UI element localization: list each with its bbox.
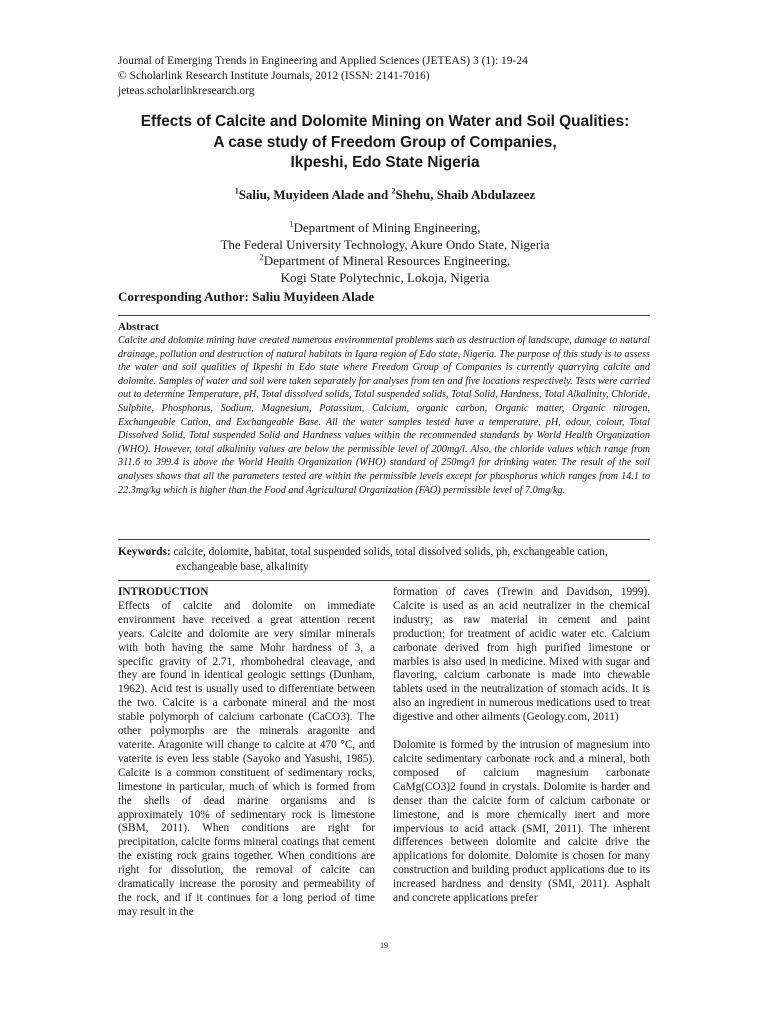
body-column-left bbox=[118, 586, 375, 920]
affiliation-1-institution: The Federal University Technology, Akure Ondo State, Nigeria bbox=[220, 236, 550, 252]
journal-citation: Journal of Emerging Trends in Engineering and Applied Sciences (JETEAS) 3 (1): 19-24 bbox=[118, 55, 528, 67]
keywords-label: Keywords: bbox=[118, 546, 171, 558]
author-2: Shehu, Shaib Abdulazeez bbox=[395, 187, 536, 202]
abstract-text: Calcite and dolomite mining have created numerous environmental problems such as destruction of landscape, damage to natural drainage, pollution and destruction of natural habitats in Igara region of Edo state, Nigeria. The purpose of this study is to assess the water and soil qualities of Ikpeshi in Edo state where Freedom Group of Companies is currently quarrying calcite and dolomite. Samples of water and soil were taken separately for analyses from ten and five locations respectively. Tests were carried out to determine Temperature, pH, Total dissolved solids, Total suspended solids, Total Solid, Hardness, Total Alkalinity, Chloride, Sulphite, Phosphorus, Sodium, Magnesium, Potassium, Calcium, organic carbon, Organic matter, Organic nitrogen, Exchangeable Cation, and Exchangeable Base. All the water samples tested have a temperature, pH, odour, colour, Total Dissolved Solid, Total suspended Solid and Hardness values within the recommended standards by World Health Organization (WHO). However, total alkalinity values are below the permissible level of 200mg/l. Also, the chloride values which range from 311.6 to 399.4 is above the World Health Organization (WHO) standard of 250mg/l for drinking water. The result of the soil analyses shows that all the parameters tested are within the permissible levels except for phosphorus which ranges from 14.1 to 22.3mg/kg which is higher than the Food and Agricultural Organization (FAO) permissible level of 7.0mg/kg. bbox=[118, 335, 650, 496]
affiliation-1-department: Department of Mining Engineering, bbox=[293, 220, 481, 235]
body-paragraph: Effects of calcite and dolomite on immediate environment have received a great attention recent years. Calcite and dolomite are very similar minerals with both having the same Mohr hardness of 3, a specific gravity of 2.71, rhombohedral cleavage, and they are found in identical geologic settings (Dunham, 1962). Acid test is usually used to differentiate between the two. Calcite is a carbonate mineral and the most stable polymorph of calcium carbonate (CaCO3). The other polymorphs are the minerals aragonite and vaterite. Aragonite will change to calcite at 470 °C, and vaterite is even less stable (Sayoko and Yasushi, 1985). Calcite is a common constituent of sedimentary rocks, limestone in particular, much of which is formed from the shells of dead marine organisms and is approximately 10% of sedimentary rock is limestone (SBM, 2011). When conditions are right for precipitation, calcite forms mineral coatings that cement the existing rock grains together. When conditions are right for dissolution, the removal of calcite can dramatically increase the porosity and permeability of the rock, and if it continues for a long period of time may result in the bbox=[118, 599, 375, 918]
author-1: Saliu, Muyideen Alade and bbox=[238, 187, 392, 202]
journal-header bbox=[118, 54, 528, 99]
body-column-right bbox=[393, 586, 650, 906]
title-line-2: A case study of Freedom Group of Companies, bbox=[213, 133, 557, 151]
author-list bbox=[100, 187, 670, 203]
body-paragraph: formation of caves (Trewin and Davidson, 1999). Calcite is used as an acid neutralizer in the chemical industry; as raw material in cement and paint production; for treatment of acidic water etc. Calcium carbonate derived from high purified limestone or marbles is also used in medicine. Mixed with sugar and flavoring, calcium carbonate is made into chewable tablets used in the neutralization of stomach acids. It is also an ingredient in numerous medications used to treat digestive and other ailments (Geology.com, 2011) bbox=[393, 586, 650, 724]
journal-website: jeteas.scholarlinkresearch.org bbox=[118, 85, 255, 97]
title-line-3: Ikpeshi, Edo State Nigeria bbox=[290, 154, 480, 171]
author-1-superscript: 1 bbox=[234, 186, 239, 196]
page-number: 19 bbox=[380, 941, 388, 950]
divider-rule bbox=[118, 315, 650, 316]
keywords bbox=[118, 545, 650, 575]
affiliation-2-institution: Kogi State Polytechnic, Lokoja, Nigeria bbox=[280, 269, 490, 285]
affiliation-2-superscript: 2 bbox=[259, 252, 264, 262]
affiliations bbox=[100, 220, 670, 286]
keywords-list-line-1: calcite, dolomite, habitat, total suspended solids, total dissolved solids, ph, exchangeable cation, bbox=[173, 546, 608, 558]
title-line-1: Effects of Calcite and Dolomite Mining on Water and Soil Qualities: bbox=[140, 113, 630, 130]
corresponding-author: Corresponding Author: Saliu Muyideen Alade bbox=[118, 289, 375, 304]
affiliation-2-department: Department of Mineral Resources Engineering, bbox=[263, 253, 511, 268]
affiliation-1-superscript: 1 bbox=[289, 219, 294, 229]
divider-rule bbox=[118, 539, 650, 540]
author-2-superscript: 2 bbox=[391, 186, 396, 196]
keywords-list-line-2: exchangeable base, alkalinity bbox=[176, 561, 309, 573]
abstract-heading: Abstract bbox=[118, 321, 159, 333]
divider-rule bbox=[118, 580, 650, 581]
section-heading-introduction: INTRODUCTION bbox=[118, 586, 209, 598]
body-paragraph: Dolomite is formed by the intrusion of magnesium into calcite sedimentary carbonate rock and a mineral, both composed of calcium magnesium carbonate CaMg(CO3)2 found in crystals. Dolomite is harder and denser than the calcite form of calcium carbonate or limestone, and is more chemically inert and more impervious to acid attack (SMI, 2011). The inherent differences between dolomite and calcite drive the applications for dolomite. Dolomite is chosen for many construction and building product applications due to its increased hardness and density (SMI, 2011). Asphalt and concrete applications prefer bbox=[393, 739, 650, 905]
journal-copyright: © Scholarlink Research Institute Journals, 2012 (ISSN: 2141-7016) bbox=[118, 70, 430, 82]
paper-title bbox=[100, 112, 670, 174]
